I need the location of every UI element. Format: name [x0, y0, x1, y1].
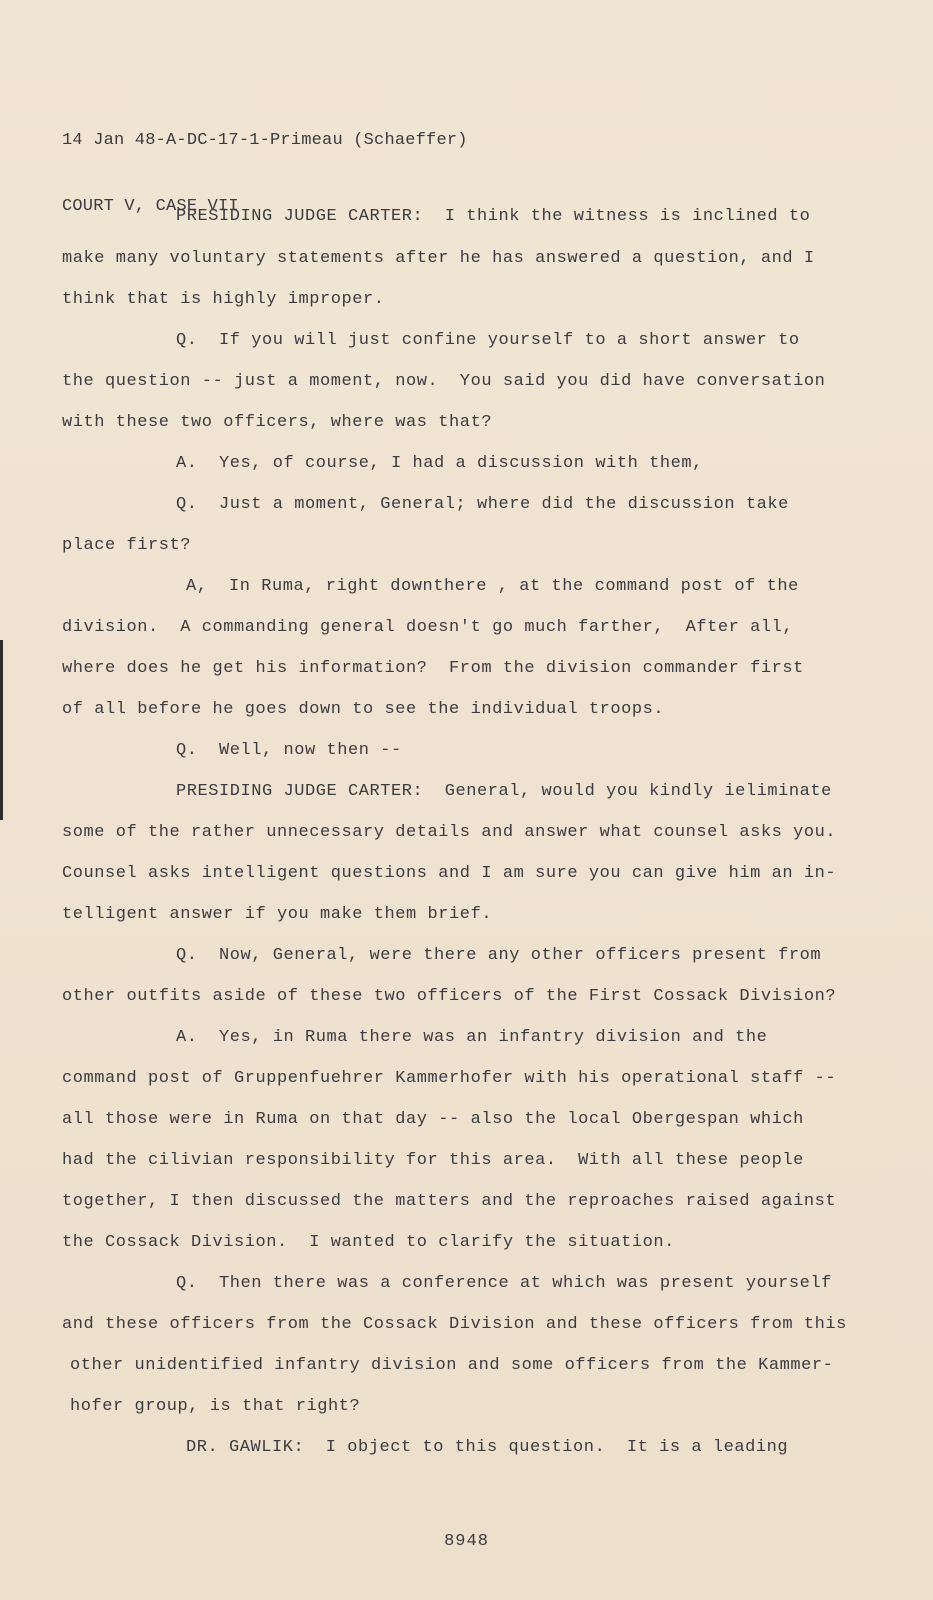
transcript-line: A. Yes, of course, I had a discussion with them,	[176, 454, 703, 473]
transcript-line: division. A commanding general doesn't go much farther, After all,	[62, 618, 794, 637]
transcript-line: with these two officers, where was that?	[62, 413, 493, 432]
transcript-line: Q. Just a moment, General; where did the discussion take	[176, 495, 789, 514]
transcript-line: PRESIDING JUDGE CARTER: General, would you kindly ieliminate	[176, 782, 832, 801]
transcript-line: DR. GAWLIK: I object to this question. It is a leading	[186, 1438, 789, 1457]
transcript-line: the question -- just a moment, now. You said you did have conversation	[62, 372, 826, 391]
transcript-line: A, In Ruma, right downthere , at the command post of the	[186, 577, 799, 596]
transcript-line: other unidentified infantry division and some officers from the Kammer-	[70, 1356, 834, 1375]
transcript-line: PRESIDING JUDGE CARTER: I think the witness is inclined to	[176, 207, 811, 226]
transcript-line: think that is highly improper.	[62, 290, 385, 309]
transcript-line: and these officers from the Cossack Division and these officers from this	[62, 1315, 847, 1334]
page-number: 8948	[444, 1532, 489, 1551]
transcript-line: of all before he goes down to see the individual troops.	[62, 700, 665, 719]
transcript-line: the Cossack Division. I wanted to clarify the situation.	[62, 1233, 675, 1252]
transcript-line: place first?	[62, 536, 192, 555]
transcript-line: Q. Then there was a conference at which was present yourself	[176, 1274, 832, 1293]
transcript-line: hofer group, is that right?	[70, 1397, 361, 1416]
header-reference-line: 14 Jan 48-A-DC-17-1-Primeau (Schaeffer)	[62, 131, 468, 150]
transcript-line: A. Yes, in Ruma there was an infantry division and the	[176, 1028, 768, 1047]
transcript-line: make many voluntary statements after he has answered a question, and I	[62, 249, 815, 268]
margin-scan-mark	[0, 640, 3, 820]
transcript-line: Q. Now, General, were there any other officers present from	[176, 946, 822, 965]
transcript-line: had the cilivian responsibility for this area. With all these people	[62, 1151, 804, 1170]
transcript-line: command post of Gruppenfuehrer Kammerhofer with his operational staff --	[62, 1069, 837, 1088]
transcript-line: together, I then discussed the matters and the reproaches raised against	[62, 1192, 837, 1211]
transcript-line: Q. If you will just confine yourself to a short answer to	[176, 331, 800, 350]
transcript-line: all those were in Ruma on that day -- also the local Obergespan which	[62, 1110, 804, 1129]
transcript-line: Q. Well, now then --	[176, 741, 402, 760]
transcript-line: Counsel asks intelligent questions and I am sure you can give him an in-	[62, 864, 837, 883]
transcript-line: some of the rather unnecessary details and answer what counsel asks you.	[62, 823, 837, 842]
document-header	[62, 86, 468, 262]
transcript-line: where does he get his information? From the division commander first	[62, 659, 804, 678]
transcript-line: other outfits aside of these two officers of the First Cossack Division?	[62, 987, 837, 1006]
transcript-line: telligent answer if you make them brief.	[62, 905, 493, 924]
header-court-case-line: COURT V, CASE VII	[62, 197, 239, 216]
